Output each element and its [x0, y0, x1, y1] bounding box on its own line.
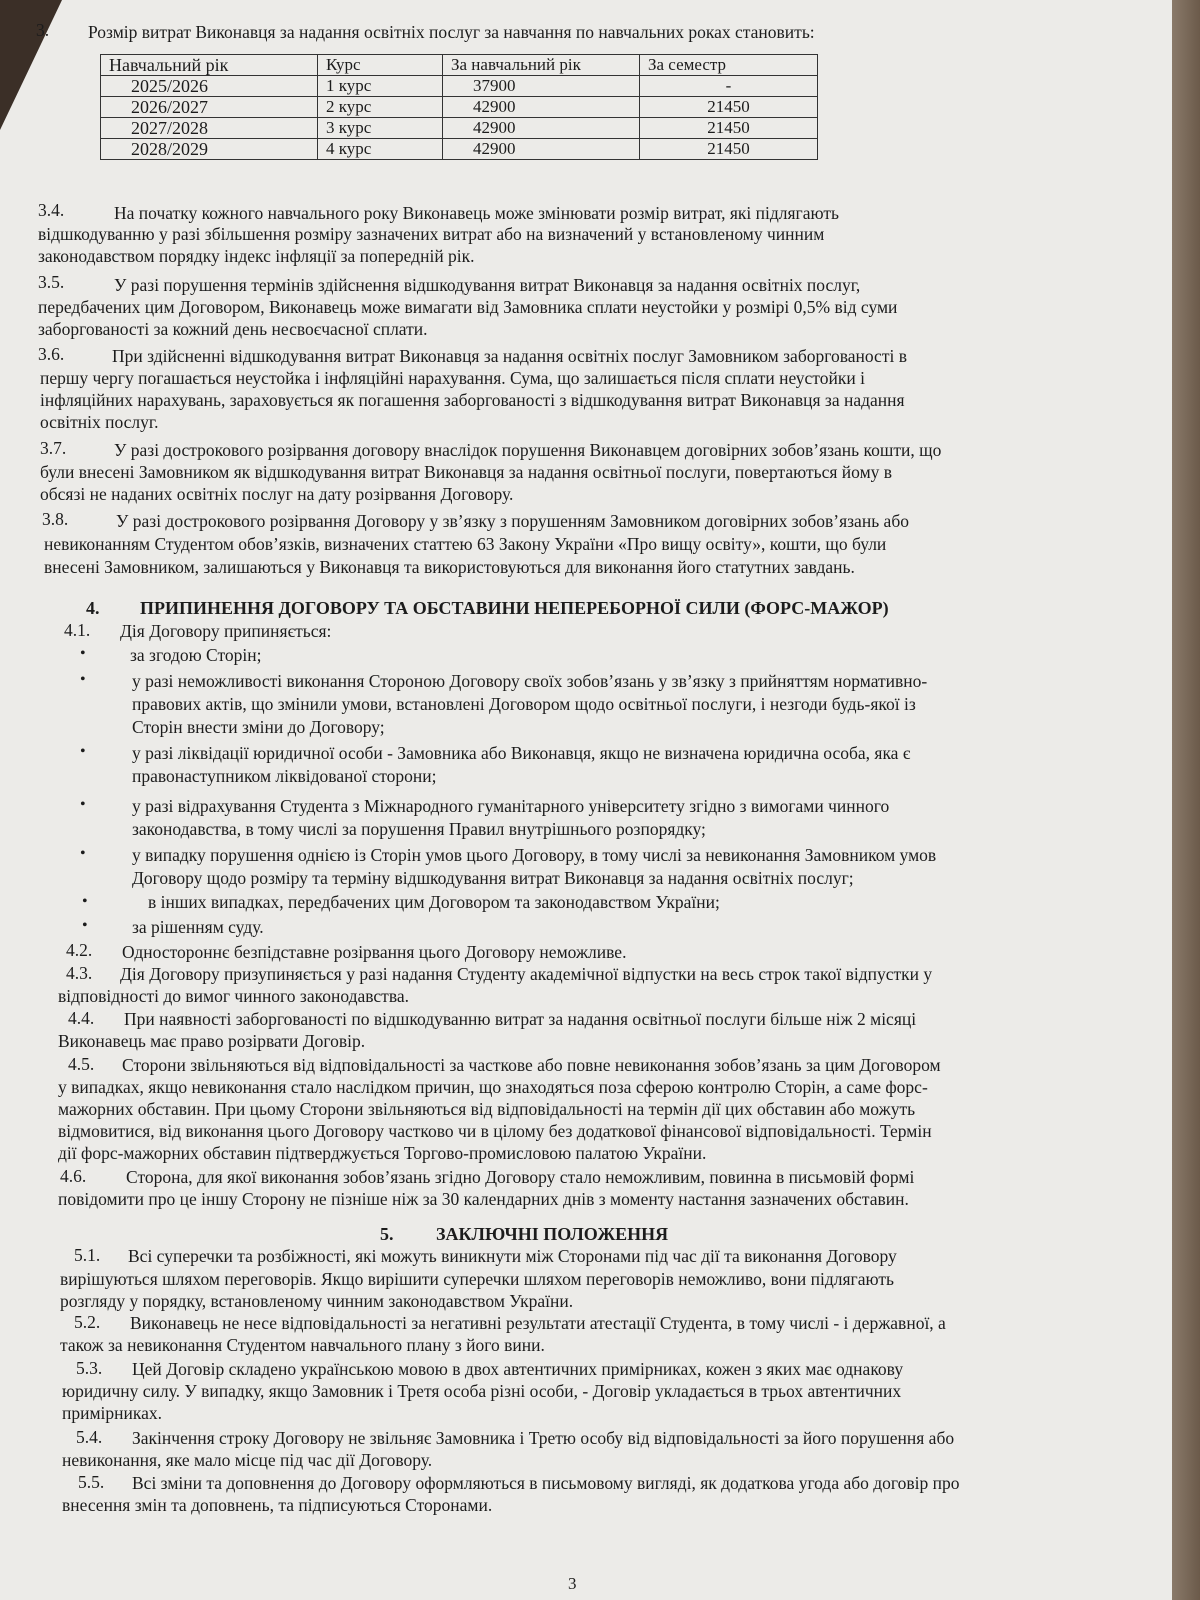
item-4-6-line: Сторона, для якої виконання зобов’язань згідно Договору стало неможливим, повинна в письмовій формі — [126, 1167, 915, 1187]
table-cell-semester: 21450 — [640, 118, 818, 139]
page-number: 3 — [568, 1574, 577, 1593]
item-5-4-line: Закінчення строку Договору не звільняє Замовника і Третю особу від відповідальності за його порушення або — [132, 1428, 955, 1448]
item-4-3-number: 4.3. — [66, 963, 93, 983]
table-header: За семестр — [640, 55, 818, 76]
bullet-icon: • — [80, 845, 86, 862]
table-cell-year: 2027/2028 — [101, 118, 318, 139]
item-3-8-number: 3.8. — [42, 509, 69, 529]
table-cell-semester: 21450 — [640, 139, 818, 160]
item-5-5-line: Всі зміни та доповнення до Договору оформляються в письмовому вигляді, як додаткова угода або договір про — [132, 1473, 960, 1493]
table-row — [101, 139, 818, 160]
bullet-line: за згодою Сторін; — [130, 645, 262, 665]
bullet-line: у випадку порушення однією із Сторін умов цього Договору, в тому числі за невиконання Замовником умов — [132, 845, 937, 865]
bullet-line: Договору щодо розміру та терміну відшкодування витрат Виконавця за надання освітніх послуг; — [132, 868, 854, 888]
bullet-line: у разі відрахування Студента з Міжнародного гуманітарного університету згідно з вимогами чинного — [132, 796, 890, 816]
item-4-6-number: 4.6. — [60, 1166, 87, 1186]
item-3-7-line: обсязі не наданих освітніх послуг на дату розірвання Договору. — [40, 484, 514, 504]
bullet-icon: • — [80, 671, 86, 688]
item-5-2-number: 5.2. — [74, 1312, 101, 1332]
table-header: Навчальний рік — [101, 55, 318, 76]
bullet-line: правонаступником ліквідованої сторони; — [132, 766, 437, 786]
item-5-3-number: 5.3. — [76, 1358, 103, 1378]
item-4-5-line: відмовитися, від виконання цього Договору частково чи в цілому без додаткової фінансової відповідальності. Термін — [58, 1121, 932, 1141]
item-5-5-number: 5.5. — [78, 1472, 105, 1492]
table-cell-semester: 21450 — [640, 97, 818, 118]
item-3-3-number: 3. — [36, 20, 50, 40]
item-3-4-line: законодавством порядку індекс інфляції за попередній рік. — [38, 246, 475, 266]
item-4-2-number: 4.2. — [66, 940, 93, 960]
item-3-8-line: внесені Замовником, залишаються у Виконавця та використовуються для виконання його статутних завдань. — [44, 557, 855, 577]
bullet-line: у разі ліквідації юридичної особи - Замовника або Виконавця, якщо не визначена юридична особа, яка є — [132, 743, 911, 763]
item-5-3-line: примірниках. — [62, 1403, 163, 1423]
item-4-4-line: Виконавець має право розірвати Договір. — [58, 1031, 366, 1051]
background-edge — [1172, 0, 1200, 1600]
table-cell-year: 2026/2027 — [101, 97, 318, 118]
item-4-5-line: Сторони звільняються від відповідальності за часткове або повне невиконання зобов’язань за цим Договором — [122, 1055, 941, 1075]
item-3-5-line: передбачених цим Договором, Виконавець може вимагати від Замовника сплати неустойки у розмірі 0,5% від суми — [38, 297, 898, 317]
item-5-3-line: Цей Договір складено українською мовою в двох автентичних примірниках, кожен з яких має однакову — [132, 1359, 904, 1379]
item-5-5-line: внесення змін та доповнень, та підписуються Сторонами. — [62, 1495, 493, 1515]
item-3-5-line: У разі порушення термінів здійснення відшкодування витрат Виконавця за надання освітніх послуг, — [114, 275, 861, 295]
item-5-2-line: Виконавець не несе відповідальності за негативні результати атестації Студента, в тому числі - і державної, а — [130, 1313, 946, 1333]
background-corner — [0, 0, 62, 130]
item-3-7-number: 3.7. — [40, 438, 67, 458]
item-4-2-line: Одностороннє безпідставне розірвання цього Договору неможливе. — [122, 942, 627, 962]
table-row — [101, 97, 818, 118]
table-header: Курс — [318, 55, 443, 76]
bullet-line: за рішенням суду. — [132, 917, 264, 937]
section-5-title: ЗАКЛЮЧНІ ПОЛОЖЕННЯ — [436, 1224, 669, 1244]
item-4-5-line: у випадках, якщо невиконання стало наслідком причин, що знаходяться поза сферою контролю Сторін, а саме форс- — [58, 1077, 928, 1097]
bullet-line: правових актів, що змінили умови, встановлені Договором щодо освітньої послуги, і незгоди будь-якої із — [132, 694, 916, 714]
item-3-5-line: заборгованості за кожний день несвоєчасної сплати. — [38, 319, 428, 339]
table-cell-annual: 42900 — [443, 139, 640, 160]
item-5-4-number: 5.4. — [76, 1427, 103, 1447]
bullet-icon: • — [80, 743, 86, 760]
table-cell-course: 1 курс — [318, 76, 443, 97]
bullet-line: Сторін внести зміни до Договору; — [132, 717, 385, 737]
item-3-4-number: 3.4. — [38, 200, 65, 220]
item-3-7-line: були внесені Замовником як відшкодування витрат Виконавця за надання освітньої послуги, повертаються йому в — [40, 462, 893, 482]
table-row — [101, 76, 818, 97]
item-5-4-line: невиконання, яке мало місце під час дії Договору. — [62, 1450, 433, 1470]
item-4-6-line: повідомити про це іншу Сторону не пізніше ніж за 30 календарних днів з моменту настання зазначених обставин. — [58, 1189, 909, 1209]
item-4-5-line: дії форс-мажорних обставин підтверджується Торгово-промисловою палатою України. — [58, 1143, 707, 1163]
item-3-3-text: Розмір витрат Виконавця за надання освітніх послуг за навчання по навчальних роках становить: — [88, 22, 815, 42]
item-5-1-line: Всі суперечки та розбіжності, які можуть виникнути між Сторонами під час дії та виконання Договору — [128, 1246, 897, 1266]
item-3-8-line: У разі дострокового розірвання Договору у зв’язку з порушенням Замовником договірних зобов’язань або — [116, 511, 909, 531]
item-5-2-line: також за невиконання Студентом навчального плану з його вини. — [60, 1335, 545, 1355]
item-4-1-number: 4.1. — [64, 620, 91, 640]
item-3-6-line: При здійсненні відшкодування витрат Виконавця за надання освітніх послуг Замовником заборгованості в — [112, 346, 907, 366]
item-4-5-number: 4.5. — [68, 1054, 95, 1074]
item-3-4-line: відшкодуванню у разі збільшення розміру зазначених витрат або на визначений у встановленому чинним — [38, 224, 825, 244]
item-3-5-number: 3.5. — [38, 272, 65, 292]
table-cell-annual: 42900 — [443, 118, 640, 139]
table-row — [101, 118, 818, 139]
bullet-line: законодавства, в тому числі за порушення Правил внутрішнього розпорядку; — [132, 819, 706, 839]
item-4-3-line: відповідності до вимог чинного законодавства. — [58, 986, 409, 1006]
table-cell-annual: 42900 — [443, 97, 640, 118]
item-3-6-number: 3.6. — [38, 344, 65, 364]
item-3-6-line: інфляційних нарахувань, зараховується як погашення заборгованості з відшкодування витрат Виконавця за надання — [40, 390, 905, 410]
bullet-icon: • — [82, 917, 88, 934]
item-4-3-line: Дія Договору призупиняється у разі надання Студенту академічної відпустки на весь строк такої відпустки у — [120, 964, 933, 984]
item-3-6-line: освітніх послуг. — [40, 412, 159, 432]
item-4-1-text: Дія Договору припиняється: — [120, 621, 332, 641]
table-cell-semester: - — [640, 76, 818, 97]
item-4-4-line: При наявності заборгованості по відшкодуванню витрат за надання освітньої послуги більше ніж 2 місяці — [124, 1009, 917, 1029]
bullet-line: в інших випадках, передбачених цим Договором та законодавством України; — [148, 892, 720, 912]
table-cell-year: 2025/2026 — [101, 76, 318, 97]
table-cell-course: 3 курс — [318, 118, 443, 139]
item-3-8-line: невиконанням Студентом обов’язків, визначених статтею 63 Закону України «Про вищу освіту», кошти, що були — [44, 534, 887, 554]
item-5-3-line: юридичну силу. У випадку, якщо Замовник і Третя особа різні особи, - Договір укладається в трьох автентичних — [62, 1381, 902, 1401]
bullet-icon: • — [80, 796, 86, 813]
item-3-6-line: першу чергу погашається неустойка і інфляційні нарахування. Сума, що залишається після сплати неустойки і — [40, 368, 865, 388]
item-5-1-number: 5.1. — [74, 1245, 101, 1265]
bullet-line: у разі неможливості виконання Стороною Договору своїх зобов’язань у зв’язку з прийняттям нормативно- — [132, 671, 928, 691]
section-4-number: 4. — [86, 598, 100, 618]
table-cell-annual: 37900 — [443, 76, 640, 97]
table-header-row — [101, 55, 818, 76]
cost-table — [100, 54, 818, 160]
section-4-title: ПРИПИНЕННЯ ДОГОВОРУ ТА ОБСТАВИНИ НЕПЕРЕБОРНОЇ СИЛИ (ФОРС-МАЖОР) — [140, 598, 889, 618]
table-cell-course: 4 курс — [318, 139, 443, 160]
bullet-icon: • — [82, 893, 88, 910]
bullet-icon: • — [80, 645, 86, 662]
item-4-5-line: мажорних обставин. При цьому Сторони звільняються від відповідальності на термін дії цих обставин або можуть — [58, 1099, 916, 1119]
table-cell-course: 2 курс — [318, 97, 443, 118]
item-5-1-line: вирішуються шляхом переговорів. Якщо вирішити суперечки шляхом переговорів неможливо, вони підлягають — [60, 1269, 894, 1289]
table-cell-year: 2028/2029 — [101, 139, 318, 160]
item-3-4-line: На початку кожного навчального року Виконавець може змінювати розмір витрат, які підлягають — [114, 203, 839, 223]
section-5-number: 5. — [380, 1224, 394, 1244]
item-3-7-line: У разі дострокового розірвання договору внаслідок порушення Виконавцем договірних зобов’язань кошти, що — [114, 440, 942, 460]
item-4-4-number: 4.4. — [68, 1008, 95, 1028]
table-header: За навчальний рік — [443, 55, 640, 76]
item-5-1-line: розгляду у порядку, встановленому чинним законодавством України. — [60, 1291, 574, 1311]
